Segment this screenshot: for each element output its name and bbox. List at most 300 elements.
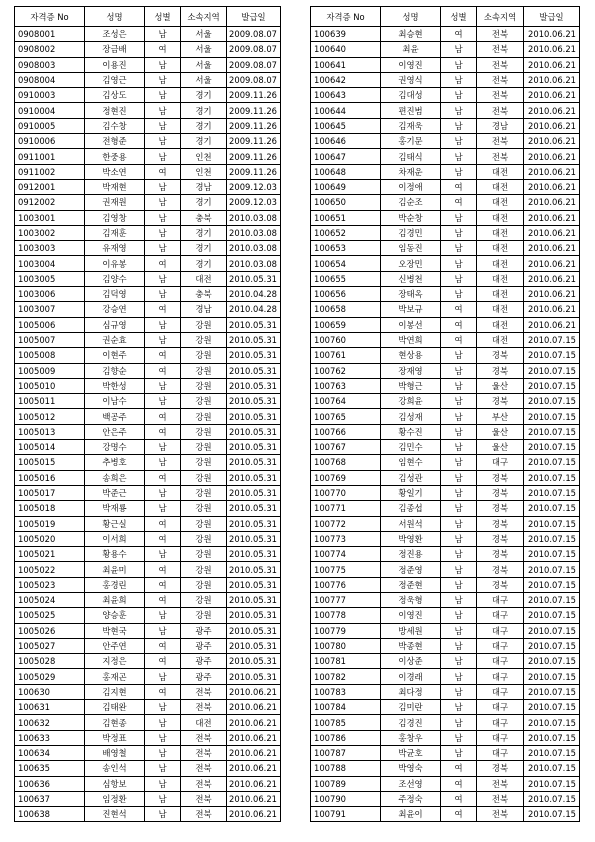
table-row (15, 730, 281, 745)
table-row (15, 118, 281, 133)
region-cell: 전북 (181, 730, 227, 745)
issue-date-cell: 2010.07.15 (524, 378, 580, 393)
gender-cell: 남 (441, 485, 477, 500)
region-cell: 강원 (181, 470, 227, 485)
table-row (311, 179, 580, 194)
license-no-cell: 100786 (311, 730, 381, 745)
gender-cell: 여 (145, 516, 181, 531)
table-row (311, 638, 580, 653)
issue-date-cell: 2010.07.15 (524, 715, 580, 730)
gender-cell: 남 (441, 210, 477, 225)
name-cell: 최윤 (381, 42, 441, 57)
issue-date-cell: 2010.06.21 (524, 195, 580, 210)
issue-date-cell: 2010.06.21 (524, 149, 580, 164)
license-no-cell: 100659 (311, 317, 381, 332)
issue-date-cell: 2010.05.31 (227, 363, 281, 378)
license-no-cell: 100631 (15, 700, 85, 715)
name-cell: 장금배 (85, 42, 145, 57)
license-no-cell: 0908003 (15, 57, 85, 72)
gender-cell: 남 (145, 761, 181, 776)
table-row (15, 654, 281, 669)
issue-date-cell: 2010.05.31 (227, 608, 281, 623)
issue-date-cell: 2010.06.21 (227, 807, 281, 822)
gender-cell: 남 (145, 669, 181, 684)
region-cell: 전북 (181, 700, 227, 715)
table-row (15, 57, 281, 72)
table-row (15, 271, 281, 286)
license-no-cell: 100641 (311, 57, 381, 72)
issue-date-cell: 2010.05.31 (227, 562, 281, 577)
table-row (15, 103, 281, 118)
name-cell: 신병천 (381, 271, 441, 286)
license-no-cell: 100770 (311, 485, 381, 500)
table-row (15, 179, 281, 194)
gender-cell: 여 (145, 302, 181, 317)
table-row (311, 88, 580, 103)
name-cell: 김성관 (381, 470, 441, 485)
issue-date-cell: 2010.05.31 (227, 501, 281, 516)
name-cell: 박소연 (85, 164, 145, 179)
gender-cell: 여 (441, 179, 477, 194)
table-row (15, 88, 281, 103)
table-row (15, 531, 281, 546)
gender-cell: 남 (441, 287, 477, 302)
table-row (311, 455, 580, 470)
issue-date-cell: 2010.07.15 (524, 424, 580, 439)
issue-date-cell: 2010.06.21 (524, 42, 580, 57)
issue-date-cell: 2010.04.28 (227, 302, 281, 317)
gender-cell: 남 (145, 715, 181, 730)
issue-date-cell: 2010.05.31 (227, 348, 281, 363)
region-cell: 경북 (477, 531, 524, 546)
license-no-cell: 100763 (311, 378, 381, 393)
table-row (15, 577, 281, 592)
region-cell: 경남 (181, 302, 227, 317)
name-cell: 홍재곤 (85, 669, 145, 684)
license-no-cell: 100635 (15, 761, 85, 776)
name-cell: 박한성 (85, 378, 145, 393)
issue-date-cell: 2010.07.15 (524, 684, 580, 699)
name-cell: 홍창우 (381, 730, 441, 745)
license-no-cell: 100775 (311, 562, 381, 577)
name-cell: 이경래 (381, 669, 441, 684)
region-cell: 대구 (477, 745, 524, 760)
gender-cell: 여 (441, 761, 477, 776)
gender-cell: 남 (441, 363, 477, 378)
header-region: 소속지역 (181, 7, 227, 27)
license-no-cell: 100645 (311, 118, 381, 133)
table-row (15, 256, 281, 271)
table-row (311, 225, 580, 240)
table-row (311, 394, 580, 409)
region-cell: 경기 (181, 118, 227, 133)
name-cell: 임정환 (85, 791, 145, 806)
license-no-cell: 0910004 (15, 103, 85, 118)
name-cell: 백공주 (85, 409, 145, 424)
header-name: 성명 (85, 7, 145, 27)
name-cell: 김미란 (381, 700, 441, 715)
license-no-cell: 100787 (311, 745, 381, 760)
name-cell: 권재원 (85, 195, 145, 210)
issue-date-cell: 2010.06.21 (524, 317, 580, 332)
header-license-no: 자격증 No (15, 7, 85, 27)
name-cell: 지정은 (85, 654, 145, 669)
name-cell: 임현수 (381, 455, 441, 470)
region-cell: 대전 (477, 179, 524, 194)
issue-date-cell: 2010.07.15 (524, 807, 580, 822)
license-no-cell: 1005006 (15, 317, 85, 332)
license-no-cell: 100784 (311, 700, 381, 715)
region-cell: 강원 (181, 516, 227, 531)
header-gender: 성별 (441, 7, 477, 27)
table-row (15, 608, 281, 623)
region-cell: 광주 (181, 669, 227, 684)
gender-cell: 여 (145, 363, 181, 378)
license-no-cell: 0908001 (15, 27, 85, 42)
table-row (311, 72, 580, 87)
license-no-cell: 0908004 (15, 72, 85, 87)
region-cell: 서울 (181, 27, 227, 42)
license-no-cell: 100765 (311, 409, 381, 424)
name-cell: 박순창 (381, 210, 441, 225)
region-cell: 대전 (477, 164, 524, 179)
table-row (15, 470, 281, 485)
region-cell: 강원 (181, 332, 227, 347)
gender-cell: 남 (145, 547, 181, 562)
license-no-cell: 1005012 (15, 409, 85, 424)
table-row (311, 317, 580, 332)
region-cell: 경북 (477, 485, 524, 500)
gender-cell: 남 (441, 455, 477, 470)
issue-date-cell: 2010.07.15 (524, 700, 580, 715)
gender-cell: 남 (145, 72, 181, 87)
gender-cell: 여 (145, 409, 181, 424)
issue-date-cell: 2009.11.26 (227, 164, 281, 179)
gender-cell: 남 (441, 623, 477, 638)
license-no-cell: 100638 (15, 807, 85, 822)
gender-cell: 여 (441, 332, 477, 347)
gender-cell: 남 (441, 271, 477, 286)
table-row (15, 134, 281, 149)
region-cell: 경북 (477, 348, 524, 363)
gender-cell: 여 (145, 562, 181, 577)
issue-date-cell: 2010.05.31 (227, 378, 281, 393)
table-row (15, 225, 281, 240)
issue-date-cell: 2010.07.15 (524, 761, 580, 776)
license-no-cell: 1005025 (15, 608, 85, 623)
region-cell: 경남 (181, 179, 227, 194)
table-row (15, 623, 281, 638)
issue-date-cell: 2010.07.15 (524, 531, 580, 546)
table-row (311, 440, 580, 455)
name-cell: 조성은 (85, 27, 145, 42)
gender-cell: 남 (441, 531, 477, 546)
issue-date-cell: 2010.04.28 (227, 287, 281, 302)
region-cell: 충북 (181, 287, 227, 302)
gender-cell: 남 (441, 424, 477, 439)
region-cell: 인천 (181, 164, 227, 179)
name-cell: 심항보 (85, 776, 145, 791)
gender-cell: 남 (441, 118, 477, 133)
table-row (15, 394, 281, 409)
issue-date-cell: 2010.06.21 (524, 118, 580, 133)
gender-cell: 남 (145, 745, 181, 760)
name-cell: 이용진 (85, 57, 145, 72)
name-cell: 강명수 (85, 440, 145, 455)
name-cell: 안은주 (85, 424, 145, 439)
license-no-cell: 100658 (311, 302, 381, 317)
license-no-cell: 1005017 (15, 485, 85, 500)
region-cell: 강원 (181, 363, 227, 378)
table-row (311, 684, 580, 699)
region-cell: 대전 (477, 210, 524, 225)
gender-cell: 남 (145, 776, 181, 791)
name-cell: 장재영 (381, 363, 441, 378)
table-row (311, 669, 580, 684)
name-cell: 김현종 (85, 715, 145, 730)
gender-cell: 남 (145, 57, 181, 72)
region-cell: 대구 (477, 455, 524, 470)
gender-cell: 남 (145, 730, 181, 745)
gender-cell: 남 (441, 57, 477, 72)
gender-cell: 남 (145, 195, 181, 210)
gender-cell: 남 (441, 669, 477, 684)
table-row (311, 700, 580, 715)
license-no-cell: 100774 (311, 547, 381, 562)
table-row (15, 72, 281, 87)
gender-cell: 남 (441, 577, 477, 592)
region-cell: 전북 (477, 807, 524, 822)
table-row (311, 562, 580, 577)
license-no-cell: 100634 (15, 745, 85, 760)
region-cell: 경기 (181, 134, 227, 149)
name-cell: 편진범 (381, 103, 441, 118)
issue-date-cell: 2009.08.07 (227, 57, 281, 72)
gender-cell: 남 (145, 210, 181, 225)
region-cell: 강원 (181, 501, 227, 516)
name-cell: 김상도 (85, 88, 145, 103)
issue-date-cell: 2010.07.15 (524, 592, 580, 607)
issue-date-cell: 2010.07.15 (524, 562, 580, 577)
issue-date-cell: 2009.08.07 (227, 42, 281, 57)
table-row (311, 608, 580, 623)
region-cell: 서울 (181, 57, 227, 72)
region-cell: 강원 (181, 531, 227, 546)
region-cell: 전북 (477, 42, 524, 57)
region-cell: 강원 (181, 485, 227, 500)
issue-date-cell: 2010.07.15 (524, 547, 580, 562)
name-cell: 이현주 (85, 348, 145, 363)
table-row (15, 791, 281, 806)
license-no-cell: 100760 (311, 332, 381, 347)
region-cell: 경북 (477, 470, 524, 485)
license-no-cell: 1003002 (15, 225, 85, 240)
license-no-cell: 100761 (311, 348, 381, 363)
region-cell: 경북 (477, 547, 524, 562)
license-no-cell: 1005014 (15, 440, 85, 455)
license-no-cell: 100782 (311, 669, 381, 684)
gender-cell: 남 (441, 745, 477, 760)
issue-date-cell: 2010.06.21 (524, 103, 580, 118)
region-cell: 대전 (477, 302, 524, 317)
issue-date-cell: 2010.06.21 (524, 88, 580, 103)
license-no-cell: 1005015 (15, 455, 85, 470)
region-cell: 전북 (181, 776, 227, 791)
right-registry-table (310, 6, 580, 822)
issue-date-cell: 2009.11.26 (227, 88, 281, 103)
region-cell: 대전 (477, 256, 524, 271)
region-cell: 강원 (181, 348, 227, 363)
name-cell: 김경민 (381, 225, 441, 240)
gender-cell: 남 (441, 501, 477, 516)
issue-date-cell: 2010.05.31 (227, 592, 281, 607)
gender-cell: 여 (441, 27, 477, 42)
name-cell: 이남수 (85, 394, 145, 409)
issue-date-cell: 2010.06.21 (227, 761, 281, 776)
gender-cell: 남 (145, 241, 181, 256)
issue-date-cell: 2010.07.15 (524, 440, 580, 455)
license-no-cell: 1005018 (15, 501, 85, 516)
gender-cell: 남 (441, 638, 477, 653)
name-cell: 정욱형 (381, 592, 441, 607)
name-cell: 김태완 (85, 700, 145, 715)
license-no-cell: 100643 (311, 88, 381, 103)
name-cell: 정준현 (381, 577, 441, 592)
name-cell: 차재운 (381, 164, 441, 179)
region-cell: 울산 (477, 378, 524, 393)
issue-date-cell: 2010.06.21 (524, 302, 580, 317)
gender-cell: 남 (441, 654, 477, 669)
issue-date-cell: 2010.07.15 (524, 470, 580, 485)
license-no-cell: 1005022 (15, 562, 85, 577)
issue-date-cell: 2010.06.21 (227, 730, 281, 745)
region-cell: 경북 (477, 394, 524, 409)
license-no-cell: 100637 (15, 791, 85, 806)
issue-date-cell: 2010.06.21 (524, 134, 580, 149)
name-cell: 김성재 (381, 409, 441, 424)
name-cell: 박연희 (381, 332, 441, 347)
table-row (15, 409, 281, 424)
table-row (15, 761, 281, 776)
license-no-cell: 1003007 (15, 302, 85, 317)
issue-date-cell: 2010.05.31 (227, 271, 281, 286)
table-row (311, 761, 580, 776)
license-no-cell: 1005023 (15, 577, 85, 592)
gender-cell: 남 (441, 562, 477, 577)
left-registry-table (14, 6, 281, 822)
name-cell: 정준영 (381, 562, 441, 577)
name-cell: 박준근 (85, 485, 145, 500)
license-no-cell: 0912001 (15, 179, 85, 194)
license-no-cell: 1005024 (15, 592, 85, 607)
name-cell: 박형근 (381, 378, 441, 393)
gender-cell: 여 (441, 807, 477, 822)
issue-date-cell: 2010.06.21 (524, 210, 580, 225)
issue-date-cell: 2010.05.31 (227, 623, 281, 638)
gender-cell: 남 (145, 27, 181, 42)
gender-cell: 남 (145, 485, 181, 500)
gender-cell: 여 (441, 317, 477, 332)
license-no-cell: 1003001 (15, 210, 85, 225)
gender-cell: 여 (145, 592, 181, 607)
issue-date-cell: 2010.06.21 (524, 225, 580, 240)
issue-date-cell: 2010.05.31 (227, 332, 281, 347)
table-row (311, 241, 580, 256)
name-cell: 김태식 (381, 149, 441, 164)
table-row (15, 378, 281, 393)
table-row (311, 287, 580, 302)
issue-date-cell: 2010.05.31 (227, 409, 281, 424)
table-row (15, 501, 281, 516)
name-cell: 김민수 (381, 440, 441, 455)
region-cell: 서울 (181, 42, 227, 57)
license-no-cell: 0911002 (15, 164, 85, 179)
gender-cell: 여 (441, 302, 477, 317)
name-cell: 황근실 (85, 516, 145, 531)
gender-cell: 남 (145, 378, 181, 393)
license-no-cell: 100771 (311, 501, 381, 516)
issue-date-cell: 2010.06.21 (524, 57, 580, 72)
gender-cell: 남 (441, 608, 477, 623)
region-cell: 충북 (181, 210, 227, 225)
issue-date-cell: 2010.05.31 (227, 455, 281, 470)
issue-date-cell: 2010.06.21 (227, 684, 281, 699)
region-cell: 경북 (477, 363, 524, 378)
license-no-cell: 100642 (311, 72, 381, 87)
table-row (311, 378, 580, 393)
issue-date-cell: 2010.06.21 (227, 776, 281, 791)
name-cell: 김순조 (381, 195, 441, 210)
issue-date-cell: 2010.03.08 (227, 241, 281, 256)
region-cell: 전북 (477, 149, 524, 164)
region-cell: 전북 (477, 776, 524, 791)
header-license-no: 자격증 No (311, 7, 381, 27)
issue-date-cell: 2010.05.31 (227, 394, 281, 409)
issue-date-cell: 2010.06.21 (524, 241, 580, 256)
license-no-cell: 1005019 (15, 516, 85, 531)
name-cell: 황수진 (381, 424, 441, 439)
name-cell: 이봉선 (381, 317, 441, 332)
name-cell: 서원석 (381, 516, 441, 531)
license-no-cell: 100764 (311, 394, 381, 409)
region-cell: 전북 (181, 791, 227, 806)
region-cell: 경북 (477, 562, 524, 577)
issue-date-cell: 2010.05.31 (227, 440, 281, 455)
license-no-cell: 100780 (311, 638, 381, 653)
table-row (15, 562, 281, 577)
region-cell: 대전 (181, 715, 227, 730)
region-cell: 대구 (477, 684, 524, 699)
name-cell: 박정표 (85, 730, 145, 745)
region-cell: 전북 (181, 807, 227, 822)
license-no-cell: 1003005 (15, 271, 85, 286)
gender-cell: 여 (145, 654, 181, 669)
license-no-cell: 100651 (311, 210, 381, 225)
gender-cell: 남 (145, 149, 181, 164)
license-no-cell: 100640 (311, 42, 381, 57)
name-cell: 이정애 (381, 179, 441, 194)
region-cell: 전북 (477, 103, 524, 118)
table-row (15, 807, 281, 822)
name-cell: 권순효 (85, 332, 145, 347)
region-cell: 대구 (477, 715, 524, 730)
license-no-cell: 1003004 (15, 256, 85, 271)
table-row (15, 715, 281, 730)
region-cell: 대구 (477, 623, 524, 638)
license-no-cell: 1005021 (15, 547, 85, 562)
gender-cell: 남 (441, 394, 477, 409)
region-cell: 대구 (477, 730, 524, 745)
